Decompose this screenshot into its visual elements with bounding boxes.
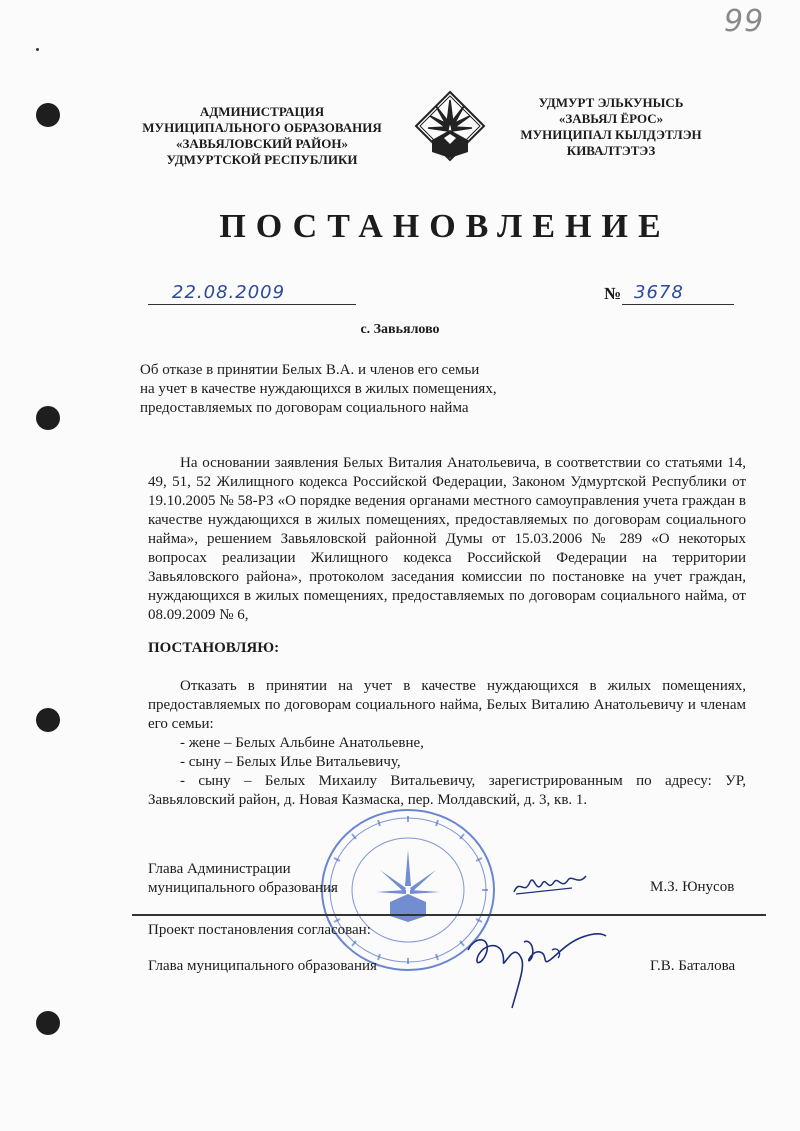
header-left [136,104,388,168]
date-value: 22.08.2009 [172,282,286,303]
family-member-item: - сыну – Белых Илье Витальевичу, [180,754,401,770]
district-emblem-icon [414,90,486,162]
signature-mark [462,920,612,1020]
signatory-title-line: Глава Администрации [148,861,291,877]
header-right-line: КИВАЛТЭТЭЗ [566,143,656,158]
number-value: 3678 [634,282,684,303]
subject-line: предоставляемых по договорам социального найма [140,400,469,416]
second-signatory-title: Глава муниципального образования [148,958,377,974]
date-field [148,282,356,305]
approval-label: Проект постановления согласован: [148,922,371,938]
document-title: ПОСТАНОВЛЕНИЕ [219,208,671,245]
header-left-line: «ЗАВЬЯЛОВСКИЙ РАЙОН» [176,136,348,151]
page-dot-mark [36,48,39,51]
header-right-line: «ЗАВЬЯЛ ЁРОС» [558,111,664,126]
header-left-line: АДМИНИСТРАЦИЯ [199,104,325,119]
punch-hole [36,406,60,430]
number-label: № [604,284,622,303]
body-paragraph-basis: На основании заявления Белых Виталия Анатольевича, в соответствии со статьями 14, 49, 51, 52 Жилищного кодекса Российской Федерации, Законом Удмуртской Республики от 19.10.2005 № 58-РЗ «О порядке ведения органами местного самоуправления учета граждан в качестве нуждающихся в жилых помещениях, предоставляемых по договорам социального найма», решением Завьяловской районной Думы от 15.03.2006 № 289 «О некоторых вопросах реализации Жилищного кодекса Российской Федерации на территории Завьяловского района», протоколом заседания комиссии по постановке на учет граждан, нуждающихся в жилых помещениях, предоставляемых по договорам социального найма, от 08.09.2009 № 6, [148,455,746,623]
family-member-item: - сыну – Белых Михаилу Витальевичу, зарегистрированным по адресу: УР, Завьяловский район, д. Новая Казмаска, пер. Молдавский, д. 3, кв. 1. [148,773,746,808]
signatory-name: М.З. Юнусов [650,879,735,895]
place-of-issue: с. Завьялово [360,322,440,337]
subject-line: на учет в качестве нуждающихся в жилых помещениях, [140,381,497,397]
punch-hole [36,708,60,732]
punch-hole [36,1011,60,1035]
header-right [506,95,716,159]
header-right-line: МУНИЦИПАЛ КЫЛДЭТЛЭН [520,127,702,142]
page-number: 99 [724,4,765,39]
separator-line [132,914,766,916]
family-member-item: - жене – Белых Альбине Анатольевне, [180,735,424,751]
subject-line: Об отказе в принятии Белых В.А. и членов его семьи [140,362,480,378]
number-field [622,282,734,305]
header-left-line: УДМУРТСКОЙ РЕСПУБЛИКИ [166,152,358,167]
header-right-line: УДМУРТ ЭЛЬКУНЫСЬ [538,95,684,110]
second-signatory-name: Г.В. Баталова [650,958,736,974]
punch-hole [36,103,60,127]
document-subject [140,361,580,418]
signatory-title-line: муниципального образования [148,880,338,896]
header-left-line: МУНИЦИПАЛЬНОГО ОБРАЗОВАНИЯ [142,120,382,135]
body-paragraph-decision: Отказать в принятии на учет в качестве нуждающихся в жилых помещениях, предоставляемых по договорам социального найма, Белых Виталию Анатольевичу и членам его семьи: [148,678,746,732]
signatory-title [148,860,338,898]
resolve-heading: ПОСТАНОВЛЯЮ: [148,640,280,656]
signature-mark [510,868,590,900]
